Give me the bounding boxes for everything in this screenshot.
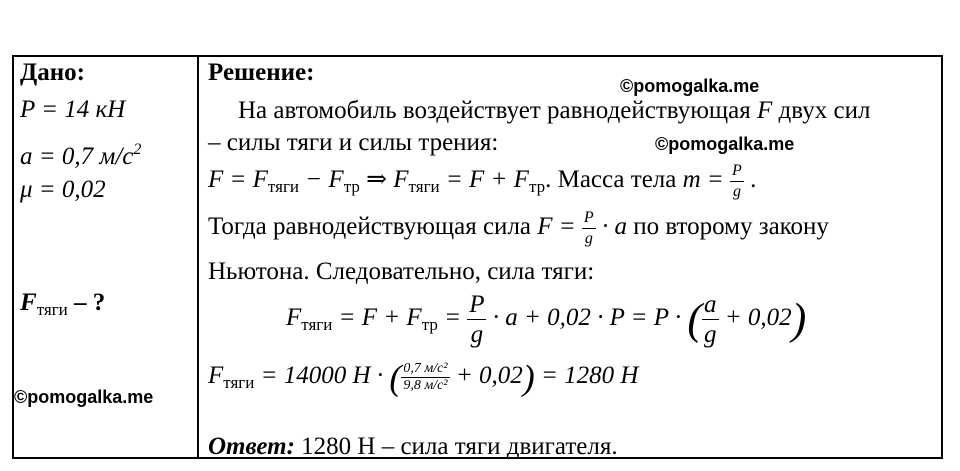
- equation-force-sum: $F = F_{тяги} - F_{тр}$ ⇒ $F_{тяги} = F + F_{тр}$. Масса тела m = $\frac{P}{g}$ .: [208, 162, 757, 200]
- given-mu: μ = 0,02: [20, 176, 106, 203]
- solution-header: Решение:: [208, 59, 315, 86]
- watermark: ©pomogalka.me: [655, 134, 795, 154]
- column-divider: [197, 55, 199, 459]
- watermark: ©pomogalka.me: [14, 387, 154, 407]
- given-header: Дано:: [20, 59, 85, 86]
- given-p: P = 14 кН: [20, 96, 126, 123]
- watermark: ©pomogalka.me: [620, 76, 760, 96]
- equation-traction: $F_{тяги} = F + F_{тр}$ = $\frac{P}{g}$ · a + 0,02 · P = P · ( $\frac{a}{g}$ + 0,02): [286, 290, 807, 348]
- given-find: $F_{тяги}$ – ?: [20, 289, 106, 319]
- solution-line-1: На автомобиль воздействует равнодействующая F двух сил: [238, 97, 871, 124]
- given-a: a = 0,7 $м/с^2$: [20, 141, 142, 170]
- equation-result: $F_{тяги} = 14000$ Н · ( $\frac{\text{0,7 м/с²}}{\text{9,8 м/с²}}$ + 0,02) = 1280 Н: [208, 357, 639, 398]
- answer-line: Ответ: 1280 Н – сила тяги двигателя.: [208, 433, 618, 460]
- solution-line-2: – силы тяги и силы трения:: [208, 129, 499, 156]
- solution-line-5: Ньютона. Следовательно, сила тяги:: [208, 258, 595, 285]
- solution-line-4: Тогда равнодействующая сила F = $\frac{P}{g}$ · a по второму закону: [208, 209, 829, 247]
